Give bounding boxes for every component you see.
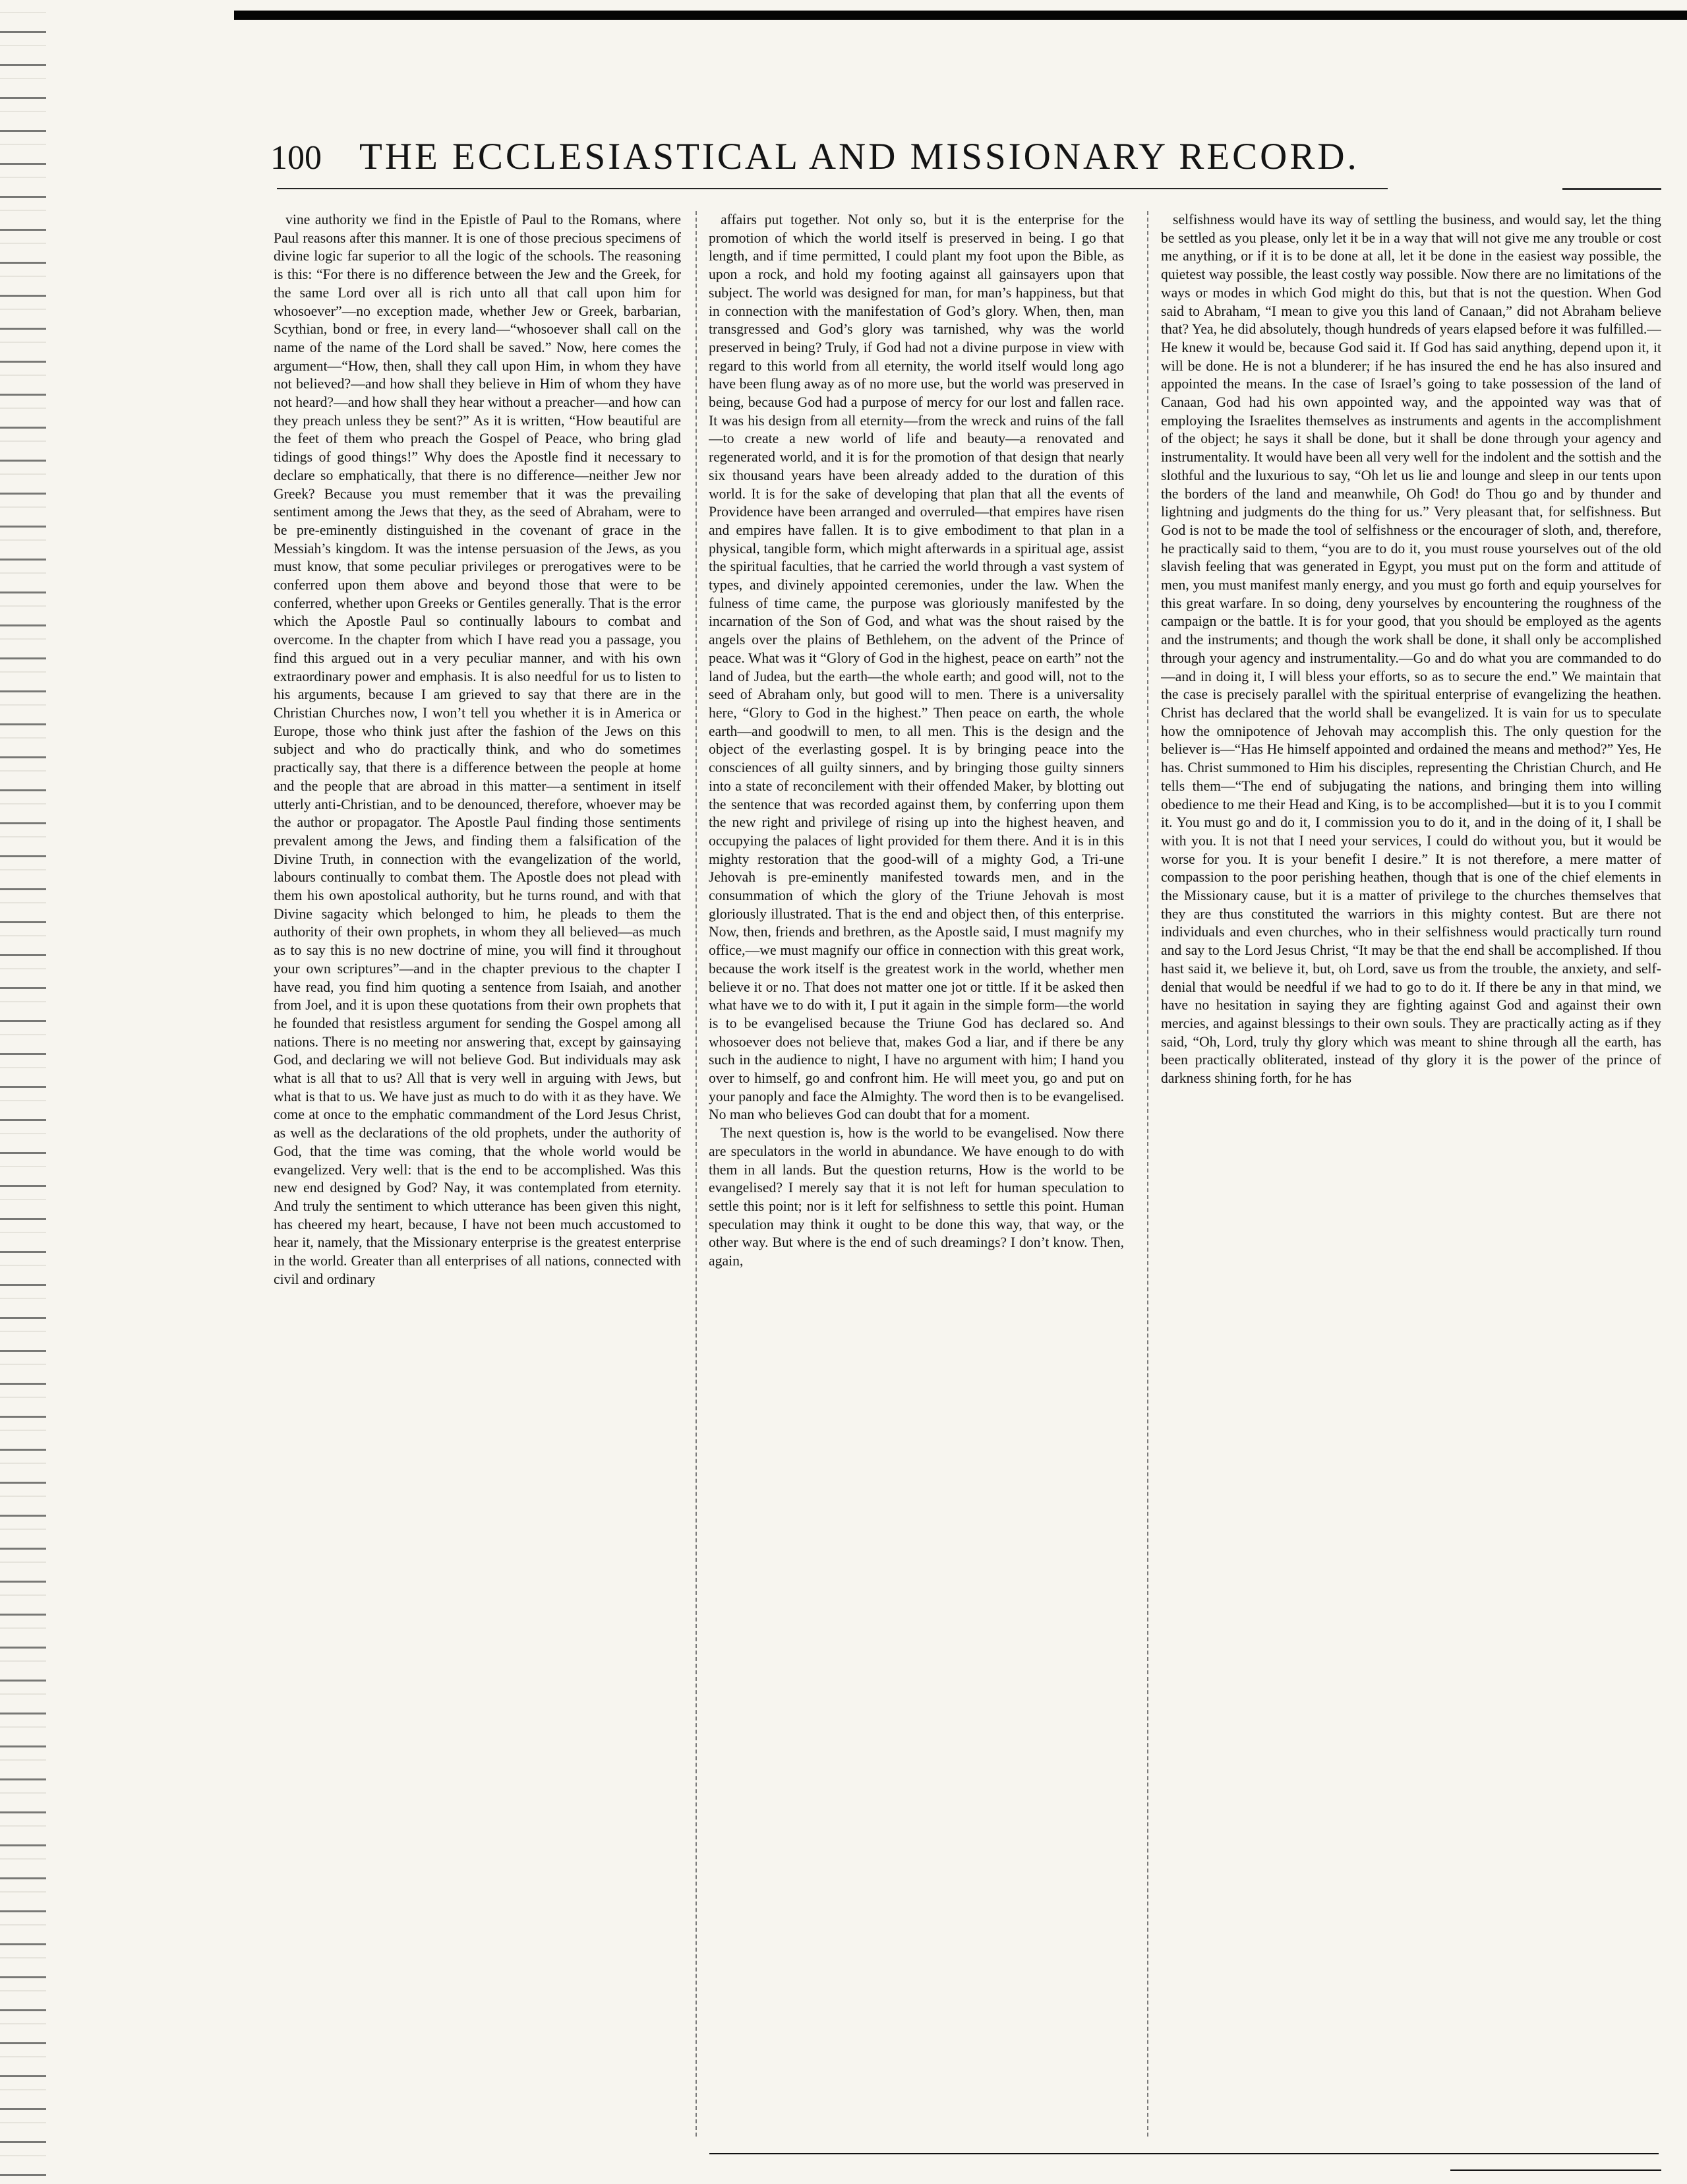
- binding-edge: [0, 0, 46, 2184]
- page-number: 100: [270, 139, 322, 177]
- text-column-left: [274, 211, 681, 2146]
- column-divider: [1147, 211, 1149, 2137]
- text-column-right: [1161, 211, 1661, 2146]
- header-rule-right: [1562, 188, 1661, 190]
- paragraph: selfishness would have its way of settling the business, and would say, let the thing be settled as you please, only let it be in a way that will not give me any trouble or cost me anything, or if it is to be done at all, let it be done in the easiest way possible, the quietest way possible, the least costly way possible. Now there are no limitations of the ways or modes in which God might do this, but that is not the question. When God said to Abraham, “I mean to give you this land of Canaan,” did not Abraham believe that? Yea, he did absolutely, though hundreds of years elapsed before it was fulfilled.—He knew it would be, because God said it. If God has said anything, depend upon it, it will be done. He is not a blunderer; if he has insured the end he has also insured and appointed the means. In the case of Israel’s going to take possession of the land of Canaan, God had his own appointed way, and the appointed way was that of employing the Israelites themselves as instruments and agents in the accomplishment of the object; he says it shall be done, but it shall be done through your agency and instrumentality. It would have been all very well for the indolent and the sottish and the slothful and the luxurious to say, “Oh let us lie and lounge and sleep in our tents upon the borders of the land and meanwhile, Oh God! do Thou go and by thunder and lightning and judgments do the thing for us.” Very pleasant that, for selfishness. But God is not to be made the tool of selfishness or the encourager of sloth, and, therefore, he practically said to them, “you are to do it, you must rouse yourselves out of the old slavish feeling that was generated in Egypt, you must put on the form and attitude of men, you must manifest manly energy, and you must go forth and equip yourselves for this great warfare. In so doing, deny yourselves by encountering the roughness of the campaign or the battle. It is for your good, that you should be employed as the agents and the instruments; and though the work shall be done, it shall only be accomplished through your agency and instrumentality.—Go and do what you are commanded to do—and in doing it, I will bless your efforts, so as to secure the end.” We maintain that the case is precisely parallel with the spiritual enterprise of evangelizing the heathen. Christ has declared that the world shall be evangelized. It is vain for us to speculate how the omnipotence of Jehovah may accomplish this. The only question for the believer is—“Has He himself appointed and ordained the means and method?” Yes, He has. Christ summoned to Him his disciples, representing the Christian Church, and He tells them—“The end of subjugating the nations, and bringing them into willing obedience to me their Head and King, is to be accomplished—but it is to you I commit it. You must go and do it, I commission you to do it, and in the doing of it, I shall be with you. It is not that I need your services, I could do without you, but it would be worse for you. It is your benefit I desire.” It is not therefore, a mere matter of compassion to the poor perishing heathen, though that is one of the chief elements in the Missionary cause, but it is a matter of privilege to the churches themselves that they are thus constituted the warriors in this mighty contest. But are there not individuals and even churches, who in their selfishness would practically turn round and say to the Lord Jesus Christ, “It may be that the end shall be accomplished. If thou hast said it, we believe it, but, oh Lord, save us from the trouble, the anxiety, and self-denial that would be needful if we had to go to do it. If there be any in that mind, we have no hesitation in saying they are fighting against God and against their own mercies, and against blessings to their own souls. They are practically acting as if they said, “Oh, Lord, truly thy glory which was meant to shine through all the earth, has been practically obliterated, instead of thy glory it is the power of the prince of darkness shining forth, for he has: [1161, 212, 1661, 1087]
- page-header: [270, 135, 1388, 188]
- paragraph: affairs put together. Not only so, but it is the enterprise for the promotion of which the world itself is preserved in being. I go that length, and if time permitted, I could plant my foot upon the Bible, as upon a rock, and hold my footing against all gainsayers upon that subject. The world was designed for man, for man’s happiness, but that in connection with the manifestation of God’s glory. When, then, man transgressed and God’s glory was tarnished, why was the world preserved in being? Truly, if God had not a divine purpose in view with regard to this world from all eternity, the world itself would long ago have been flung away as of no more use, but the world was preserved in being, because God had a purpose of mercy for our lost and fallen race. It was his design from all eternity—from the wreck and ruins of the fall—to create a new world of life and beauty—a renovated and regenerated world, and it is for the promotion of that design that nearly six thousand years have been already added to the duration of this world. It is for the sake of developing that plan that all the events of Providence have been arranged and overruled—that empires have risen and empires have fallen. It is to give embodiment to that plan in a physical, tangible form, which might afterwards in a spiritual age, assist the spiritual faculties, that he carried the world through a vast system of types, and divinely appointed ceremonies, under the law. When the fulness of time came, the purpose was gloriously manifested by the incarnation of the Son of God, and what was the shout raised by the angels over the plains of Bethlehem, on the advent of the Prince of peace. What was it “Glory of God in the highest, peace on earth” not the land of Judea, but the earth—the whole earth; and good will, not to the seed of Abraham only, but good will to men. There is a universality here, “Glory to God in the highest.” Then peace on earth, the whole earth—and goodwill to men, to all men. This is the design and the object of the everlasting gospel. It is by bringing peace into the consciences of all guilty sinners, and by bringing those guilty sinners into a state of reconcilement with their offended Maker, by blotting out the sentence that was recorded against them, by conferring upon them the new right and privilege of rising up into the highest heaven, and occupying the palaces of light provided for them there. And it is in this mighty restoration that the good-will of a mighty God, a Tri-une Jehovah is pre-eminently manifested towards men, and in the consummation of which the glory of the Triune Jehovah is most gloriously illustrated. That is the end and object then, of this enterprise. Now, then, friends and brethren, as the Apostle said, I must magnify my office,—we must magnify our office in connection with this great work, because the work itself is the greatest work in the world, whether men believe it or no. That does not matter one jot or tittle. If it be asked then what have we to do with it, I put it again in the simple form—the world is to be evangelised because the Triune God has declared so. And whosoever does not believe that, makes God a liar, and if there be any such in the audience to night, I have no argument with him; I hand you over to himself, go and confront him. He will meet you, go and put on your panoply and face the Almighty. The word then is to be evangelised. No man who believes God can doubt that for a moment.: [709, 212, 1124, 1123]
- header-rule: [277, 188, 1388, 189]
- paragraph: vine authority we find in the Epistle of Paul to the Romans, where Paul reasons after this manner. It is one of those precious specimens of divine logic far superior to all the logic of the schools. The reasoning is this: “For there is no difference between the Jew and the Greek, for the same Lord over all is rich unto all that call upon him for whosoever”—no exception made, whether Jew or Greek, barbarian, Scythian, bond or free, in every land—“whosoever shall call on the name of the name of the Lord shall be saved.” Now, here comes the argument—“How, then, shall they call upon Him, in whom they have not believed?—and how shall they believe in Him of whom they have not heard?—and how shall they hear without a preacher—and how can they preach unless they be sent?” As it is written, “How beautiful are the feet of them who preach the Gospel of Peace, who bring glad tidings of good things!” Why does the Apostle find it necessary to declare so emphatically, that there is no difference—neither Jew nor Greek? Because you must remember that it was the prevailing sentiment among the Jews that they, as the seed of Abraham, were to be pre-eminently distinguished in the covenant of grace in the Messiah’s kingdom. It was the intense persuasion of the Jews, as you must know, that some peculiar privileges or prerogatives were to be conferred upon them above and beyond those that were to be conferred, whether upon Greeks or Gentiles generally. That is the error which the Apostle Paul so continually labours to combat and overcome. In the chapter from which I have read you a passage, you find this argued out in a very peculiar manner, and with his own extraordinary power and emphasis. It is also needful for us to listen to his arguments, because I am grieved to say that there are in the Christian Churches now, I won’t tell you whether it is in America or Europe, those who think just after the fashion of the Jews on this subject and who do practically think, and who do sometimes practically say, that there is a difference between the people at home and the people that are abroad in this matter—a sentiment in itself utterly anti-Christian, and to be denounced, therefore, whoever may be the author or propagator. The Apostle Paul finding those sentiments prevalent among the Jews, and finding them a falsification of the Divine Truth, in connection with the evangelization of the world, labours continually to combat them. The Apostle does not plead with them his own apostolical authority, but he turns round, and with that Divine sagacity which belonged to him, he pleads to them the authority of their own prophets, in whom they all believed—as much as to say this is no new doctrine of mine, you will find it throughout your own scriptures”—and in the chapter previous to the chapter I have read, you find him quoting a sentence from Isaiah, and another from Joel, and it is upon these quotations from their own prophets that he founded that resistless argument for sending the Gospel among all nations. There is no meeting nor answering that, except by gainsaying God, and declaring we will not believe God. But individuals may ask what is all that to us? All that is very well in arguing with Jews, but what is that to us. We have just as much to do with it as they have. We come at once to the emphatic commandment of the Lord Jesus Christ, as well as the declarations of the old prophets, under the authority of God, that the time was coming, that the whole world would be evangelized. Very well: that is the end to be accomplished. Was this new end designed by God? Nay, it was contemplated from eternity. And truly the sentiment to which utterance has been given this night, has cheered my heart, because, I have not been much accustomed to hear it, namely, that the Missionary enterprise is the greatest enterprise in the world. Greater than all enterprises of all nations, connected with civil and ordinary: [274, 212, 681, 1287]
- text-column-middle: [709, 211, 1124, 2146]
- running-title: THE ECCLESIASTICAL AND MISSIONARY RECORD.: [359, 136, 1359, 177]
- footer-rule: [709, 2153, 1659, 2154]
- footer-rule-right: [1450, 2169, 1661, 2171]
- column-divider: [696, 211, 697, 2137]
- paragraph: The next question is, how is the world to be evangelised. Now there are speculators in the world in abundance. We have enough to do with them in all lands. But the question returns, How is the world to be evangelised? I merely say that it is not left for human speculation to settle this point; nor is it left for selfishness to settle this point. Human speculation may think it ought to be done this way, that way, or the other way. But where is the end of such dreamings? I don’t know. Then, again,: [709, 1125, 1124, 1269]
- top-border-rule: [234, 11, 1687, 20]
